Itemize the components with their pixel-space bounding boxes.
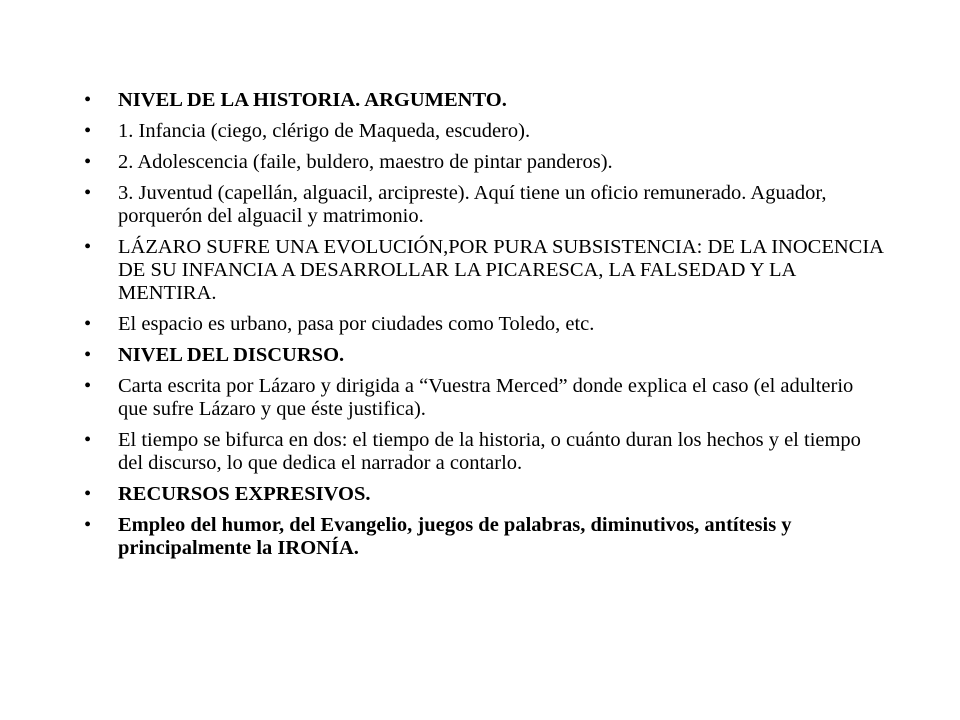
bullet-icon: • xyxy=(84,483,92,505)
bullet-text: RECURSOS EXPRESIVOS. xyxy=(118,483,371,505)
bullet-item xyxy=(84,313,884,336)
bullet-text: El tiempo se bifurca en dos: el tiempo de la historia, o cuánto duran los hechos y el tiempo del discurso, lo que dedica el narrador a contarlo. xyxy=(118,429,861,474)
bullet-icon: • xyxy=(84,151,92,173)
bullet-item xyxy=(84,429,884,475)
bullet-icon: • xyxy=(84,89,92,111)
bullet-text: 3. Juventud (capellán, alguacil, arcipreste). Aquí tiene un oficio remunerado. Aguador, porquerón del alguacil y matrimonio. xyxy=(118,182,827,227)
bullet-text: 1. Infancia (ciego, clérigo de Maqueda, escudero). xyxy=(118,120,531,142)
bullet-item xyxy=(84,514,884,560)
bullet-text: 2. Adolescencia (faile, buldero, maestro de pintar panderos). xyxy=(118,151,613,173)
bullet-icon: • xyxy=(84,313,92,335)
bullet-item xyxy=(84,375,884,421)
bullet-item xyxy=(84,344,884,367)
bullet-text: LÁZARO SUFRE UNA EVOLUCIÓN,POR PURA SUBSISTENCIA: DE LA INOCENCIA DE SU INFANCIA A DESARROLLAR LA PICARESCA, LA FALSEDAD Y LA MENTIRA. xyxy=(118,236,883,304)
bullet-text: Carta escrita por Lázaro y dirigida a “Vuestra Merced” donde explica el caso (el adulterio que sufre Lázaro y que éste justifica). xyxy=(118,375,854,420)
bullet-item xyxy=(84,151,884,174)
bullet-icon: • xyxy=(84,514,92,536)
bullet-item xyxy=(84,236,884,305)
bullet-text: El espacio es urbano, pasa por ciudades como Toledo, etc. xyxy=(118,313,595,335)
bullet-icon: • xyxy=(84,375,92,397)
bullet-icon: • xyxy=(84,429,92,451)
bullet-icon: • xyxy=(84,236,92,258)
bullet-item xyxy=(84,89,884,112)
bullet-item xyxy=(84,120,884,143)
bullet-list xyxy=(84,89,884,568)
bullet-text: NIVEL DEL DISCURSO. xyxy=(118,344,345,366)
bullet-text: NIVEL DE LA HISTORIA. ARGUMENTO. xyxy=(118,89,507,111)
bullet-text: Empleo del humor, del Evangelio, juegos de palabras, diminutivos, antítesis y principalmente la IRONÍA. xyxy=(118,514,792,559)
bullet-item xyxy=(84,182,884,228)
bullet-icon: • xyxy=(84,120,92,142)
bullet-icon: • xyxy=(84,182,92,204)
bullet-icon: • xyxy=(84,344,92,366)
bullet-item xyxy=(84,483,884,506)
